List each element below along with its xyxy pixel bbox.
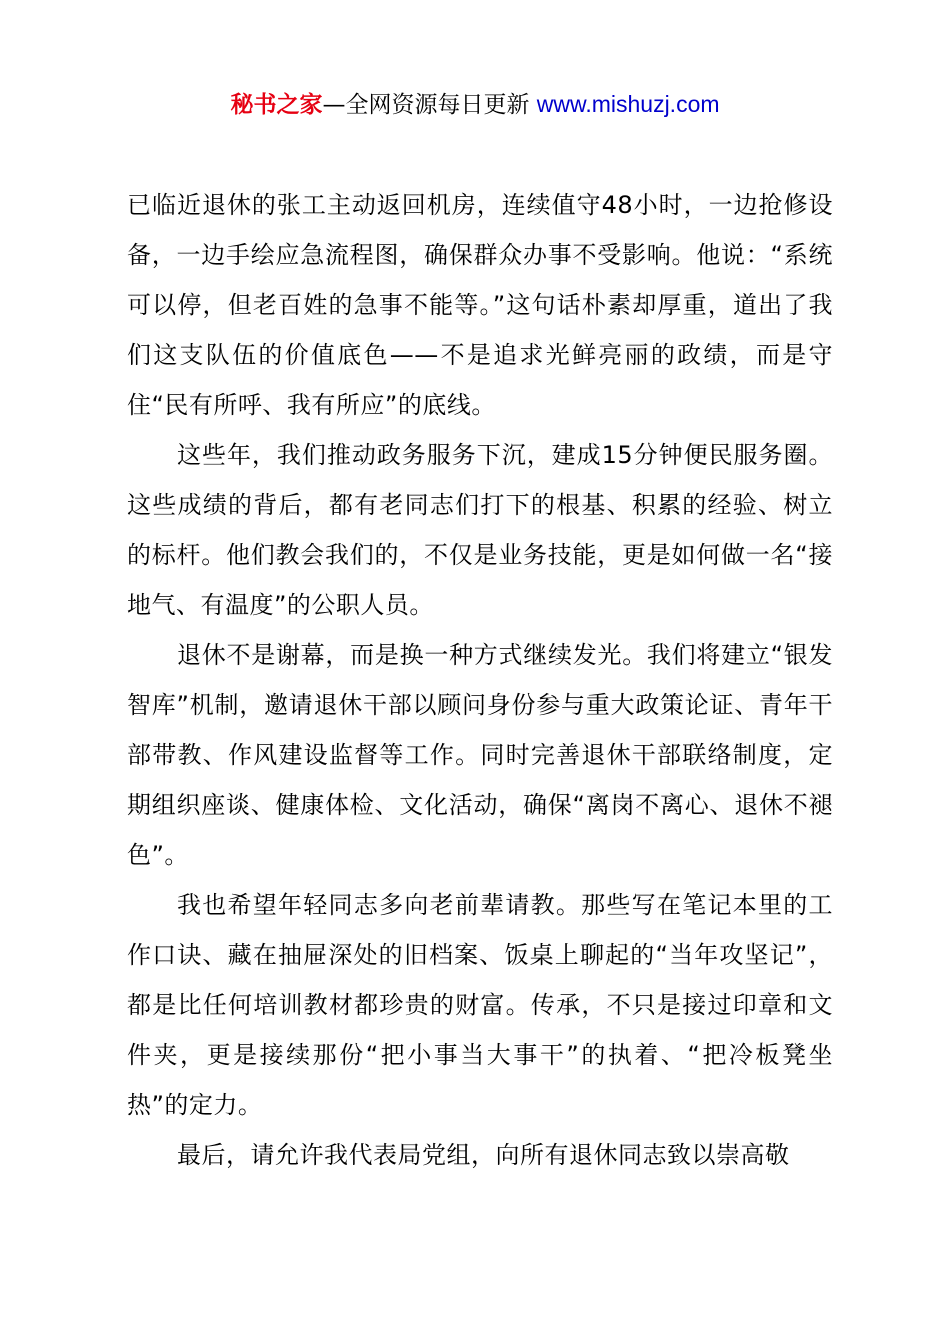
site-url-link[interactable]: www.mishuzj.com	[536, 91, 720, 117]
paragraph: 这些年，我们推动政务服务下沉，建成15分钟便民服务圈。这些成绩的背后，都有老同志们打下的根基、积累的经验、树立的标杆。他们教会我们的，不仅是业务技能，更是如何做一名“接地气、有温度”的公职人员。	[127, 441, 833, 619]
paragraph-truncated: 最后，请允许我代表局党组，向所有退休同志致以崇高敬	[177, 1141, 790, 1169]
header-tagline: —全网资源每日更新	[322, 92, 530, 118]
document-body	[127, 180, 833, 1180]
paragraph-continued: 已临近退休的张工主动返回机房，连续值守48小时，一边抢修设备，一边手绘应急流程图，确保群众办事不受影响。他说：“系统可以停，但老百姓的急事不能等。”这句话朴素却厚重，道出了我们这支队伍的价值底色——不是追求光鲜亮丽的政绩，而是守住“民有所呼、我有所应”的底线。	[127, 191, 833, 419]
paragraph: 我也希望年轻同志多向老前辈请教。那些写在笔记本里的工作口诀、藏在抽屉深处的旧档案、饭桌上聊起的“当年攻坚记”，都是比任何培训教材都珍贵的财富。传承，不只是接过印章和文件夹，更是接续那份“把小事当大事干”的执着、“把冷板凳坐热”的定力。	[127, 891, 833, 1119]
brand-name: 秘书之家	[230, 92, 323, 118]
paragraph: 退休不是谢幕，而是换一种方式继续发光。我们将建立“银发智库”机制，邀请退休干部以顾问身份参与重大政策论证、青年干部带教、作风建设监督等工作。同时完善退休干部联络制度，定期组织座谈、健康体检、文化活动，确保“离岗不离心、退休不褪色”。	[127, 641, 833, 869]
page-header	[0, 88, 950, 121]
